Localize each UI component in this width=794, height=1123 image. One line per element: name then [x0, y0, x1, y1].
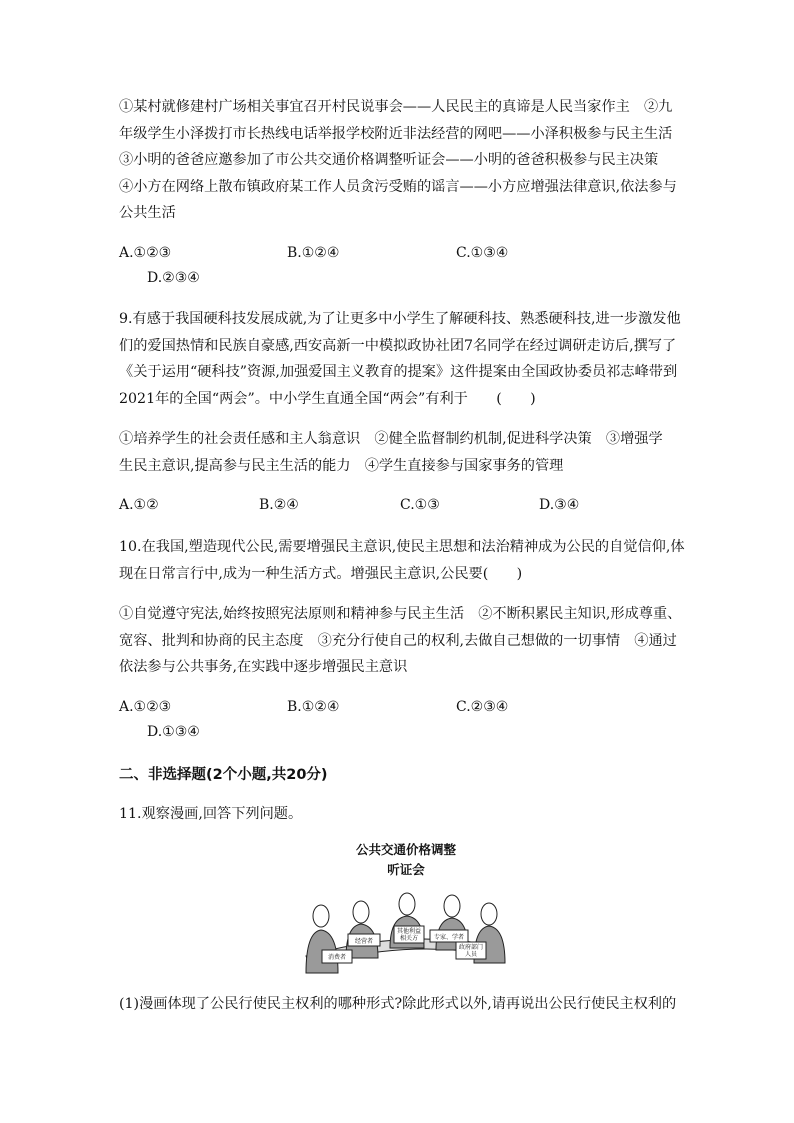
q10-statement-line: 宽容、批判和协商的民主态度 ③充分行使自己的权利,去做自己想做的一切事情 ④通过: [119, 632, 677, 649]
cartoon-title-line1: 公共交通价格调整: [355, 842, 456, 857]
q10-statement-line: 依法参与公共事务,在实践中逐步增强民主意识: [119, 659, 408, 675]
cartoon-drawing: [296, 838, 516, 978]
q10-stem-line: 10.在我国,塑造现代公民,需要增强民主意识,使民主思想和法治精神成为公民的自觉信仰,体: [119, 539, 685, 555]
q9-stem-line: 们的爱国热情和民族自豪感,西安高新一中模拟政协社团7名同学在经过调研走访后,撰写了: [119, 337, 677, 354]
label-consumer: 消费者: [327, 954, 347, 961]
q8-options-row2: [147, 270, 707, 292]
q8-option-d: D.②③④: [147, 270, 200, 286]
q10-options-row2: [147, 724, 707, 746]
q10-stem-line: 现在日常言行中,成为一种生活方式。增强民主意识,公民要( ): [119, 565, 523, 582]
q8-options-row1: [119, 245, 679, 267]
hearing-cartoon: [296, 838, 516, 978]
q9-option-d: D.③④: [539, 497, 580, 513]
q9-statement-line: 生民主意识,提高参与民主生活的能力 ④学生直接参与国家事务的管理: [119, 457, 564, 474]
q8-statement-line: 年级学生小泽拨打市长热线电话举报学校附近非法经营的网吧——小泽积极参与民主生活: [119, 125, 673, 142]
q9-stem: [119, 306, 679, 412]
q9-statement-line: ①培养学生的社会责任感和主人翁意识 ②健全监督制约机制,促进科学决策 ③增强学: [119, 431, 663, 447]
q10-option-d: D.①③④: [147, 724, 200, 740]
q8-statements: [119, 94, 679, 227]
q9-option-c: C.①③: [400, 497, 440, 513]
section-heading: 二、非选择题(2个小题,共20分): [119, 767, 328, 783]
label-expert: 专家、学者: [433, 934, 465, 941]
q9-options: [119, 497, 679, 519]
label-operator: 经营者: [354, 938, 374, 945]
q10-stem: [119, 534, 685, 587]
q8-option-a: A.①②③: [119, 245, 172, 261]
q11-stem: 11.观察漫画,回答下列问题。: [119, 806, 303, 822]
label-govt-2: 人员: [464, 951, 478, 958]
q10-statements: [119, 601, 682, 681]
q9-statements: [119, 426, 679, 479]
q9-stem-line: 9.有感于我国硬科技发展成就,为了让更多中小学生了解硬科技、熟悉硬科技,进一步激发他: [119, 311, 681, 327]
q8-statement-line: 公共生活: [119, 205, 176, 221]
cartoon-title-line2: 听证会: [387, 862, 425, 877]
label-stakeholder-2: 相关方: [399, 935, 419, 942]
q10-options-row1: [119, 699, 679, 721]
q10-option-c: C.②③④: [456, 699, 509, 715]
label-stakeholder-1: 其他利益: [396, 928, 422, 935]
q11-subquestion-1: [119, 991, 679, 1018]
q10-statement-line: ①自觉遵守宪法,始终按照宪法原则和精神参与民主生活 ②不断积累民主知识,形成尊重、: [119, 606, 682, 622]
q9-option-a: A.①②: [119, 497, 159, 513]
q8-statement-line: ③小明的爸爸应邀参加了市公共交通价格调整听证会——小明的爸爸积极参与民主决策: [119, 152, 659, 168]
q8-statement-line: ④小方在网络上散布镇政府某工作人员贪污受贿的谣言——小方应增强法律意识,依法参与: [119, 178, 677, 195]
q10-option-a: A.①②③: [119, 699, 172, 715]
label-govt-1: 政府部门: [458, 944, 484, 951]
q10-option-b: B.①②④: [287, 699, 340, 715]
q8-statement-line: ①某村就修建村广场相关事宜召开村民说事会——人民民主的真谛是人民当家作主 ②九: [119, 99, 673, 115]
q11-sub1-line: (1)漫画体现了公民行使民主权利的哪种形式?除此形式以外,请再说出公民行使民主权利的: [119, 996, 677, 1012]
q8-option-b: B.①②④: [287, 245, 340, 261]
q9-stem-line: 《关于运用“硬科技”资源,加强爱国主义教育的提案》这件提案由全国政协委员祁志峰带到: [119, 364, 678, 380]
q9-option-b: B.②④: [259, 497, 299, 513]
person-operator: [346, 901, 378, 958]
q8-option-c: C.①③④: [456, 245, 509, 261]
q9-stem-line: 2021年的全国“两会”。中小学生直通全国“两会”有利于 ( ): [119, 390, 536, 407]
